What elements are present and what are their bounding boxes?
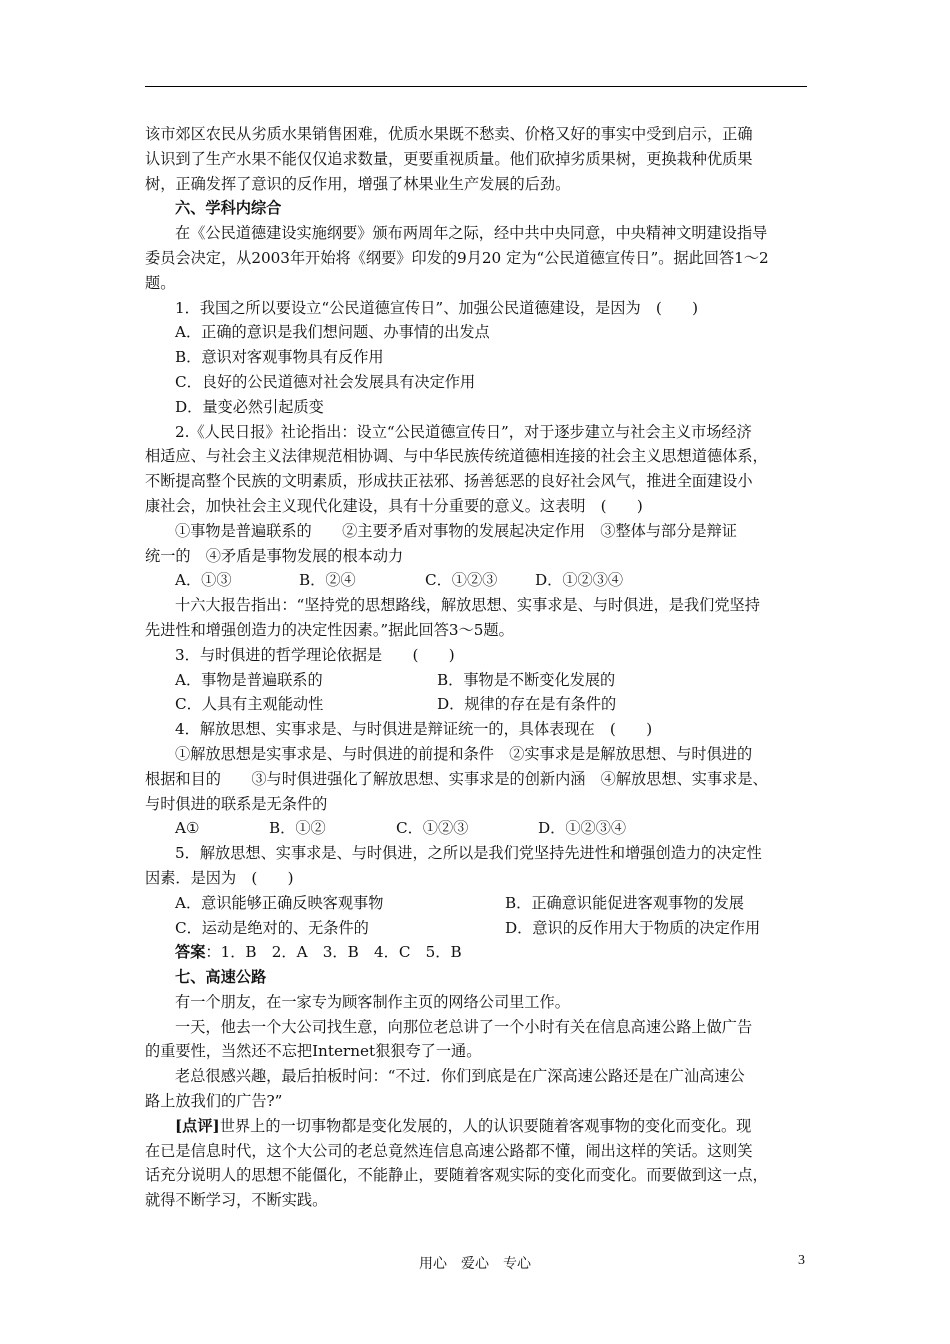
option-d: D．①②③④ (538, 819, 627, 838)
question-4-items: 根据和目的 ③与时俱进强化了解放思想、实事求是的创新内涵 ④解放思想、实事求是、 (145, 769, 768, 788)
page-number: 3 (798, 1253, 805, 1268)
question-1-option-a: A．正确的意识是我们想问题、办事情的出发点 (175, 323, 490, 342)
option-c: C．人具有主观能动性 (175, 695, 324, 714)
question-1-stem: 1．我国之所以要设立“公民道德宣传日”、加强公民道德建设，是因为 ( ) (175, 298, 699, 317)
intro-line: 在《公民道德建设实施纲要》颁布两周年之际，经中共中央同意，中央精神文明建设指导 (175, 224, 768, 243)
question-2-options (145, 568, 817, 593)
question-2-stem: 不断提高整个民族的文明素质，形成扶正祛邪、扬善惩恶的良好社会风气，推进全面建设小 (145, 472, 753, 491)
question-4-options (145, 816, 817, 841)
answer-text: ：1．B 2．A 3．B 4．C 5．B (205, 943, 462, 962)
option-b: B．①② (269, 819, 326, 838)
intro-line: 委员会决定，从2003年开始将《纲要》印发的9月20 定为“公民道德宣传日”。据此回答1～2 (145, 248, 769, 267)
story-paragraph: 一天，他去一个大公司找生意，向那位老总讲了一个小时有关在信息高速公路上做广告 (175, 1017, 753, 1036)
comment-paragraph (145, 1114, 817, 1139)
option-d: D．①②③④ (535, 571, 624, 590)
option-d: D．规律的存在是有条件的 (437, 695, 617, 714)
question-3-options-row (145, 692, 817, 717)
question-5-stem: 因素．是因为 ( ) (145, 868, 294, 887)
intro2-line: 十六大报告指出：“坚持党的思想路线，解放思想、实事求是、与时俱进，是我们党坚持 (175, 596, 760, 615)
option-a: A．①③ (175, 571, 232, 590)
comment-line: 在已是信息时代，这个大公司的老总竟然连信息高速公路都不懂，闹出这样的笑话。这则笑 (145, 1141, 753, 1160)
option-a: A．事物是普遍联系的 (175, 670, 323, 689)
document-body (145, 122, 817, 1213)
option-b: B．事物是不断变化发展的 (437, 670, 616, 689)
question-1-option-d: D．量变必然引起质变 (175, 397, 324, 416)
question-5-options-row (145, 891, 817, 916)
question-2-stem: 康社会，加快社会主义现代化建设，具有十分重要的意义。这表明 ( ) (145, 496, 643, 515)
option-c: C．①②③ (396, 819, 469, 838)
question-3-options-row (145, 668, 817, 693)
question-5-stem: 5．解放思想、实事求是、与时俱进，之所以是我们党坚持先进性和增强创造力的决定性 (175, 844, 762, 863)
question-4-items: 与时俱进的联系是无条件的 (145, 794, 328, 813)
question-4-stem: 4．解放思想、实事求是、与时俱进是辩证统一的，具体表现在 ( ) (175, 720, 653, 739)
question-3-stem: 3．与时俱进的哲学理论依据是 ( ) (175, 645, 455, 664)
comment-label: [点评] (175, 1116, 220, 1135)
question-1-option-c: C．良好的公民道德对社会发展具有决定作用 (175, 372, 476, 391)
option-c: C．运动是绝对的、无条件的 (175, 918, 369, 937)
option-c: C．①②③ (425, 571, 498, 590)
answer-key (145, 940, 817, 965)
question-1-option-b: B．意识对客观事物具有反作用 (175, 348, 384, 367)
question-2-items: ①事物是普遍联系的 ②主要矛盾对事物的发展起决定作用 ③整体与部分是辩证 (175, 521, 737, 540)
intro-line: 题。 (145, 273, 176, 292)
body-line: 认识到了生产水果不能仅仅追求数量，更要重视质量。他们砍掉劣质果树，更换栽种优质果 (145, 149, 753, 168)
option-a: A① (175, 819, 200, 838)
answer-label: 答案 (175, 943, 206, 962)
comment-line: 话充分说明人的思想不能僵化，不能静止，要随着客观实际的变化而变化。而要做到这一点， (145, 1166, 768, 1185)
question-5-options-row (145, 916, 817, 941)
story-paragraph: 有一个朋友，在一家专为顾客制作主页的网络公司里工作。 (175, 992, 570, 1011)
option-d: D．意识的反作用大于物质的决定作用 (505, 918, 761, 937)
question-4-items: ①解放思想是实事求是、与时俱进的前提和条件 ②实事求是是解放思想、与时俱进的 (175, 744, 753, 763)
option-b: B．②④ (299, 571, 356, 590)
option-a: A．意识能够正确反映客观事物 (175, 893, 384, 912)
comment-line: 就得不断学习，不断实践。 (145, 1191, 328, 1210)
body-line: 树，正确发挥了意识的反作用，增强了林果业生产发展的后劲。 (145, 174, 571, 193)
intro2-line: 先进性和增强创造力的决定性因素。”据此回答3～5题。 (145, 620, 514, 639)
question-2-stem: 2.《人民日报》社论指出：设立“公民道德宣传日”，对于逐步建立与社会主义市场经济 (175, 422, 752, 441)
header-rule (145, 86, 807, 87)
body-line: 该市郊区农民从劣质水果销售困难，优质水果既不愁卖、价格又好的事实中受到启示，正确 (145, 125, 753, 143)
question-2-stem: 相适应、与社会主义法律规范相协调、与中华民族传统道德相连接的社会主义思想道德体系， (145, 447, 768, 466)
section-heading-7: 七、高速公路 (175, 968, 267, 987)
question-2-items: 统一的 ④矛盾是事物发展的根本动力 (145, 546, 404, 565)
story-paragraph: 的重要性，当然还不忘把Internet狠狠夸了一通。 (145, 1042, 482, 1061)
footer-motto: 用心 爱心 专心 (419, 1256, 531, 1272)
story-paragraph: 路上放我们的广告?” (145, 1092, 283, 1111)
section-heading-6: 六、学科内综合 (175, 199, 282, 218)
comment-text: 世界上的一切事物都是变化发展的，人的认识要随着客观事物的变化而变化。现 (219, 1116, 752, 1135)
option-b: B．正确意识能促进客观事物的发展 (505, 893, 744, 912)
story-paragraph: 老总很感兴趣，最后拍板时问：“不过．你们到底是在广深高速公路还是在广汕高速公 (175, 1067, 745, 1086)
